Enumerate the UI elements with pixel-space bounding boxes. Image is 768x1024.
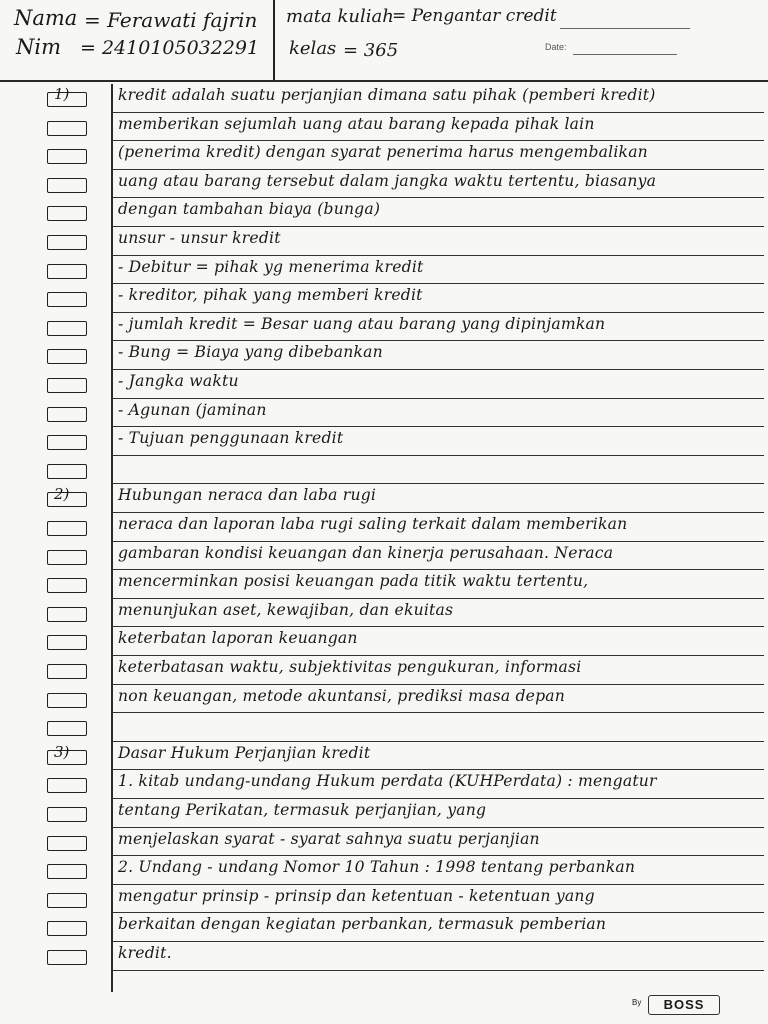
handwritten-line: menjelaskan syarat - syarat sahnya suatu perjanjian <box>118 829 540 848</box>
header-divider <box>273 0 275 80</box>
handwritten-line: - kreditor, pihak yang memberi kredit <box>118 286 423 305</box>
handwritten-line: keterbatan laporan keuangan <box>118 629 358 648</box>
checkbox <box>47 778 87 793</box>
mata-kuliah-line <box>560 28 690 29</box>
checkbox <box>47 635 87 650</box>
handwritten-line: kredit adalah suatu perjanjian dimana satu pihak (pemberi kredit) <box>118 86 656 104</box>
checkbox <box>47 521 87 536</box>
handwritten-line: non keuangan, metode akuntansi, prediksi masa depan <box>118 686 566 705</box>
ruled-row <box>0 484 768 513</box>
handwritten-line: gambaran kondisi keuangan dan kinerja perusahaan. Neraca <box>118 543 614 562</box>
handwritten-line: tentang Perikatan, termasuk perjanjian, yang <box>118 801 487 819</box>
handwritten-line: mencerminkan posisi keuangan pada titik waktu tertentu, <box>118 572 589 591</box>
ruled-row <box>0 256 768 285</box>
question-number: 2) <box>54 485 70 504</box>
ruled-row <box>0 456 768 485</box>
checkbox <box>47 807 87 822</box>
mata-kuliah-label: mata kuliah <box>286 6 394 27</box>
checkbox <box>47 235 87 250</box>
handwritten-line: memberikan sejumlah uang atau barang kepada pihak lain <box>118 114 595 133</box>
checkbox <box>47 864 87 879</box>
checkbox <box>47 464 87 479</box>
handwritten-line: mengatur prinsip - prinsip dan ketentuan - ketentuan yang <box>118 886 595 905</box>
handwritten-line: unsur - unsur kredit <box>118 229 281 247</box>
checkbox <box>47 693 87 708</box>
checkbox <box>47 321 87 336</box>
handwritten-line: keterbatasan waktu, subjektivitas pengukuran, informasi <box>118 658 582 676</box>
handwritten-line: 2. Undang - undang Nomor 10 Tahun : 1998 tentang perbankan <box>118 858 636 877</box>
ruled-row <box>0 427 768 456</box>
kelas-label: kelas <box>289 38 337 59</box>
ruled-row <box>0 685 768 714</box>
handwritten-line: kredit. <box>118 944 172 962</box>
handwritten-line: Hubungan neraca dan laba rugi <box>118 486 377 505</box>
ruled-row <box>0 770 768 799</box>
checkbox <box>47 149 87 164</box>
brand-logo: BOSS <box>648 995 720 1015</box>
checkbox <box>47 378 87 393</box>
checkbox <box>47 893 87 908</box>
handwritten-line: uang atau barang tersebut dalam jangka waktu tertentu, biasanya <box>118 171 657 190</box>
ruled-row <box>0 799 768 828</box>
nama-value: = Ferawati fajrin <box>84 8 258 32</box>
handwritten-line: - jumlah kredit = Besar uang atau barang yang dipinjamkan <box>118 314 606 333</box>
ruled-row <box>0 942 768 971</box>
checkbox <box>47 349 87 364</box>
ruled-row <box>0 141 768 170</box>
ruled-row <box>0 599 768 628</box>
checkbox <box>47 264 87 279</box>
handwritten-line: (penerima kredit) dengan syarat penerima harus mengembalikan <box>118 143 648 162</box>
checkbox <box>47 407 87 422</box>
date-label: Date: <box>545 42 567 52</box>
handwritten-line: 1. kitab undang-undang Hukum perdata (KUHPerdata) : mengatur <box>118 772 657 791</box>
ruled-row <box>0 198 768 227</box>
ruled-row <box>0 313 768 342</box>
checkbox <box>47 836 87 851</box>
ruled-row <box>0 656 768 685</box>
checkbox <box>47 550 87 565</box>
ruled-row <box>0 627 768 656</box>
ruled-row <box>0 856 768 885</box>
ruled-row <box>0 570 768 599</box>
nim-label: Nim <box>16 35 62 59</box>
checkbox <box>47 578 87 593</box>
brand-by: By <box>632 998 642 1007</box>
checkbox <box>47 607 87 622</box>
handwritten-line: - Jangka waktu <box>118 372 239 390</box>
checkbox <box>47 950 87 965</box>
ruled-row <box>0 542 768 571</box>
nama-label: Nama <box>14 6 78 30</box>
question-number: 1) <box>54 85 70 103</box>
checkbox <box>47 435 87 450</box>
handwritten-line: menunjukan aset, kewajiban, dan ekuitas <box>118 600 454 619</box>
checkbox <box>47 921 87 936</box>
header-rule <box>0 80 768 82</box>
ruled-row <box>0 742 768 771</box>
ruled-row <box>0 828 768 857</box>
ruled-row <box>0 170 768 199</box>
ruled-row <box>0 885 768 914</box>
ruled-row <box>0 713 768 742</box>
rule-line <box>112 970 764 971</box>
handwritten-line: neraca dan laporan laba rugi saling terkait dalam memberikan <box>118 515 628 533</box>
handwritten-line: berkaitan dengan kegiatan perbankan, termasuk pemberian <box>118 915 607 934</box>
mata-kuliah-value: = Pengantar credit <box>392 6 557 26</box>
date-line <box>573 54 677 55</box>
checkbox <box>47 178 87 193</box>
ruled-row <box>0 399 768 428</box>
ruled-row <box>0 284 768 313</box>
ruled-row <box>0 341 768 370</box>
ruled-row <box>0 370 768 399</box>
kelas-value: = 365 <box>343 40 399 61</box>
handwritten-line: Dasar Hukum Perjanjian kredit <box>118 743 371 762</box>
question-number: 3) <box>54 742 70 761</box>
page-header <box>0 0 768 80</box>
handwritten-line: - Agunan (jaminan <box>118 400 267 419</box>
checkbox <box>47 292 87 307</box>
checkbox <box>47 206 87 221</box>
ruled-row <box>0 113 768 142</box>
ruled-row <box>0 84 768 113</box>
nim-value: = 2410105032291 <box>80 37 260 59</box>
ruled-row <box>0 227 768 256</box>
checkbox <box>47 664 87 679</box>
ruled-row <box>0 913 768 942</box>
handwritten-line: - Tujuan penggunaan kredit <box>118 429 344 448</box>
handwritten-line: dengan tambahan biaya (bunga) <box>118 200 381 219</box>
checkbox <box>47 121 87 136</box>
handwritten-line: - Debitur = pihak yg menerima kredit <box>118 257 424 276</box>
ruled-row <box>0 513 768 542</box>
checkbox <box>47 721 87 736</box>
handwritten-line: - Bung = Biaya yang dibebankan <box>118 343 383 362</box>
